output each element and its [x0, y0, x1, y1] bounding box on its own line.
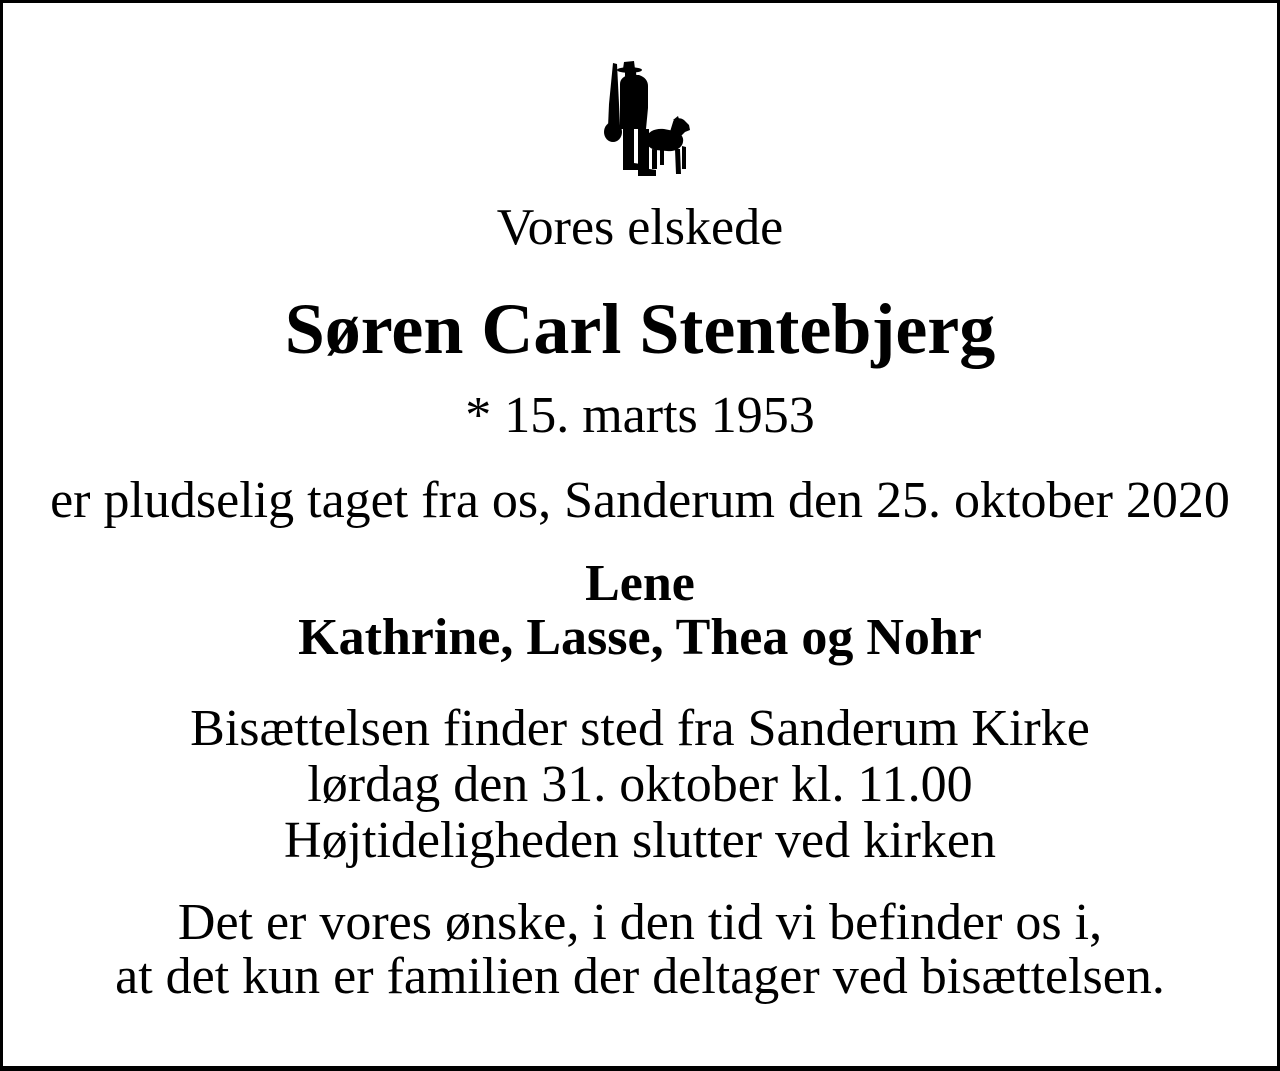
- death-line: er pludselig taget fra os, Sanderum den 25. oktober 2020: [50, 472, 1230, 529]
- wish-line: Det er vores ønske, i den tid vi befinder os i,: [177, 894, 1103, 951]
- family-line: Lene: [585, 555, 695, 612]
- ceremony-line: lørdag den 31. oktober kl. 11.00: [307, 756, 973, 813]
- ceremony-details-block: [3, 701, 1277, 869]
- ceremony-line: Højtideligheden slutter ved kirken: [284, 812, 996, 869]
- deceased-name: Søren Carl Stentebjerg: [284, 289, 996, 369]
- family-names-block: [3, 557, 1277, 665]
- ceremony-line: Bisættelsen finder sted fra Sanderum Kirke: [190, 700, 1090, 757]
- wish-line: at det kun er familien der deltager ved bisættelsen.: [115, 948, 1165, 1005]
- family-line: Kathrine, Lasse, Thea og Nohr: [298, 609, 982, 666]
- hunter-with-dog-icon: [604, 60, 690, 177]
- birth-date-line: * 15. marts 1953: [465, 387, 815, 444]
- intro-line: Vores elskede: [496, 199, 784, 256]
- family-wish-block: [3, 896, 1277, 1004]
